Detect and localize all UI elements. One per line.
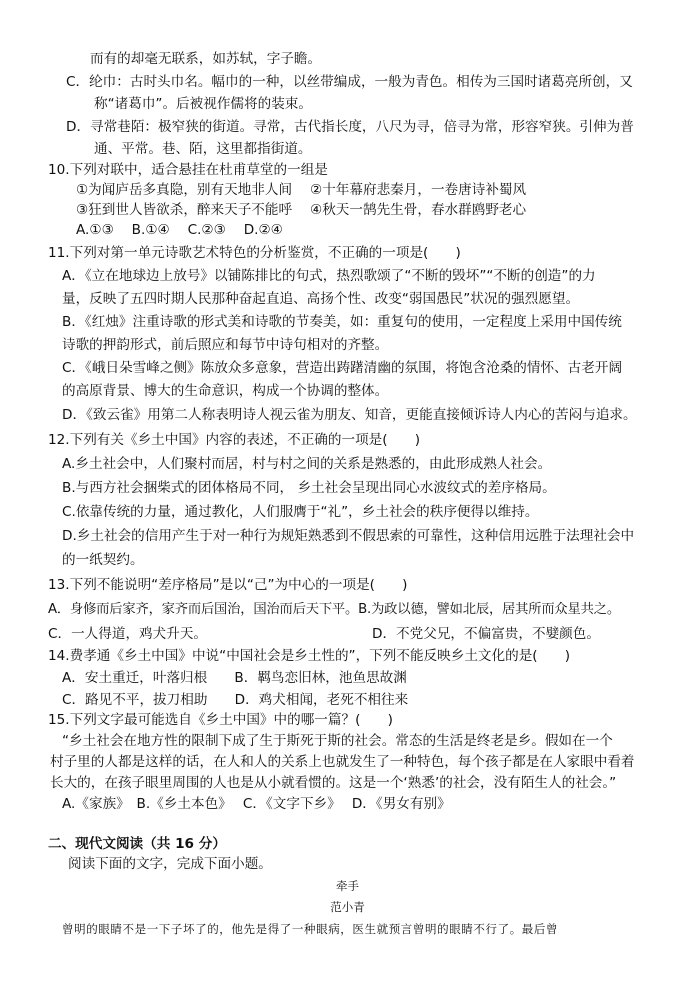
text-line: 通、平常。巷、陌，这里都指街道。: [94, 141, 312, 157]
text-line: 的一纸契约。: [62, 552, 144, 568]
text-line: 的高原背景、博大的生命意识，构成一个协调的整体。: [62, 383, 389, 399]
section-heading: 二、现代文阅读（共 16 分）: [48, 836, 226, 852]
question-12: 12.下列有关《乡土中国》内容的表述，不正确的一项是( ): [48, 432, 421, 448]
option-b-line: B.与西方社会捆柴式的团体格局不同， 乡土社会呈现出同心水波纹式的差序格局。: [62, 480, 556, 496]
question-13: 13.下列不能说明“差序格局”是以“己”为中心的一项是( ): [48, 577, 408, 593]
article-author: 范小青: [330, 900, 365, 914]
question-11: 11.下列对第一单元诗歌艺术特色的分析鉴赏，不正确的一项是( ): [48, 245, 461, 261]
text-line: 称“诸葛巾”。后被视作儒将的装束。: [94, 96, 312, 112]
question-15: 15.下列文字最可能选自《乡土中国》中的哪一篇？( ): [48, 712, 393, 728]
couplet-row-1: ①为闻庐岳多真隐，别有天地非人间 ②十年幕府悲秦月，一卷唐诗补蜀风: [76, 182, 527, 198]
option-a-line: A．《立在地球边上放号》以铺陈排比的句式，热烈歌颂了“不断的毁坏”“不断的创造”的力: [62, 268, 596, 284]
quote-line: “乡土社会在地方性的限制下成了生于斯死于斯的社会。常态的生活是终老是乡。假如在一个: [62, 733, 613, 749]
question-14: 14.费孝通《乡土中国》中说“中国社会是乡土性的”，下列不能反映乡土文化的是( ): [48, 648, 571, 664]
option-d-line: D．《致云雀》用第二人称表明诗人视云雀为朋友、知音，更能直接倾诉诗人内心的苦闷与追求。: [62, 407, 637, 423]
quote-line: 村子里的人都是这样的话，在人和人的关系上也就发生了一种特色，每个孩子都是在人家眼中看着: [50, 754, 635, 770]
couplet-row-2: ③狂到世人皆欲杀，醉来天子不能呼 ④秋天一鹄先生骨，春水群鸥野老心: [76, 202, 527, 218]
option-b-line: B．《红烛》注重诗歌的形式美和诗歌的节奏美，如：重复句的使用，一定程度上采用中国传统: [62, 314, 622, 330]
instruction: 阅读下面的文字，完成下面小题。: [68, 856, 272, 872]
question-13-options-ab: A．身修而后家齐，家齐而后国治，国治而后天下平。B.为政以德，譬如北辰，居其所而众星共之。: [48, 602, 620, 617]
quote-line: 长大的，在孩子眼里周围的人也是从小就看惯的。这是一个‘熟悉’的社会，没有陌生人的社会。”: [50, 775, 617, 791]
question-15-options: A.《家族》 B.《乡土本色》 C．《文字下乡》 D．《男女有别》: [62, 796, 451, 812]
option-c-line: C.依靠传统的力量，通过教化，人们服膺于“礼”，乡土社会的秩序便得以维持。: [62, 504, 539, 520]
article-title: 牵手: [336, 879, 359, 893]
question-13-option-c: C．一人得道，鸡犬升天。: [48, 626, 208, 642]
question-10: 10.下列对联中，适合悬挂在杜甫草堂的一组是: [48, 162, 328, 178]
text-line: 诗歌的押韵形式，前后照应和每节中诗句相对的齐整。: [62, 337, 389, 353]
option-a-line: A.乡土社会中，人们聚村而居，村与村之间的关系是熟悉的，由此形成熟人社会。: [62, 456, 552, 472]
article-paragraph: 曾明的眼睛不是一下子坏了的，他先是得了一种眼病，医生就预言曾明的眼睛不行了。最后曾: [62, 922, 559, 936]
question-14-options-cd: C．路见不平，拔刀相助 D．鸡犬相闻，老死不相往来: [62, 692, 409, 708]
question-10-options: A.①③ B.①④ C.②③ D.②④: [76, 222, 283, 238]
text-line: 而有的却毫无联系，如苏轼，字子瞻。: [90, 51, 322, 67]
option-c-line: C．《峨日朵雪峰之侧》陈放众多意象，营造出踌躇清幽的氛围，将饱含沧桑的情怀、古老开阔: [62, 360, 623, 376]
question-14-options-ab: A．安土重迁，叶落归根 B．羁鸟恋旧林，池鱼思故渊: [62, 670, 407, 686]
text-line: 量，反映了五四时期人民那种奋起直追、高扬个性、改变“弱国愚民”状况的强烈愿望。: [62, 291, 580, 307]
question-13-option-d: D．不党父兄，不偏富贵，不嬖颜色。: [372, 626, 600, 642]
option-c-line: C．纶巾：古时头巾名。幅巾的一种，以丝带编成，一般为青色。相传为三国时诸葛亮所创，又: [66, 74, 633, 90]
option-d-line: D．寻常巷陌：极窄狭的街道。寻常，古代指长度，八尺为寻，倍寻为常，形容窄狭。引伸为普: [66, 119, 634, 135]
option-d-line: D.乡土社会的信用产生于对一种行为规矩熟悉到不假思索的可靠性，这种信用远胜于法理社会中: [62, 528, 635, 544]
